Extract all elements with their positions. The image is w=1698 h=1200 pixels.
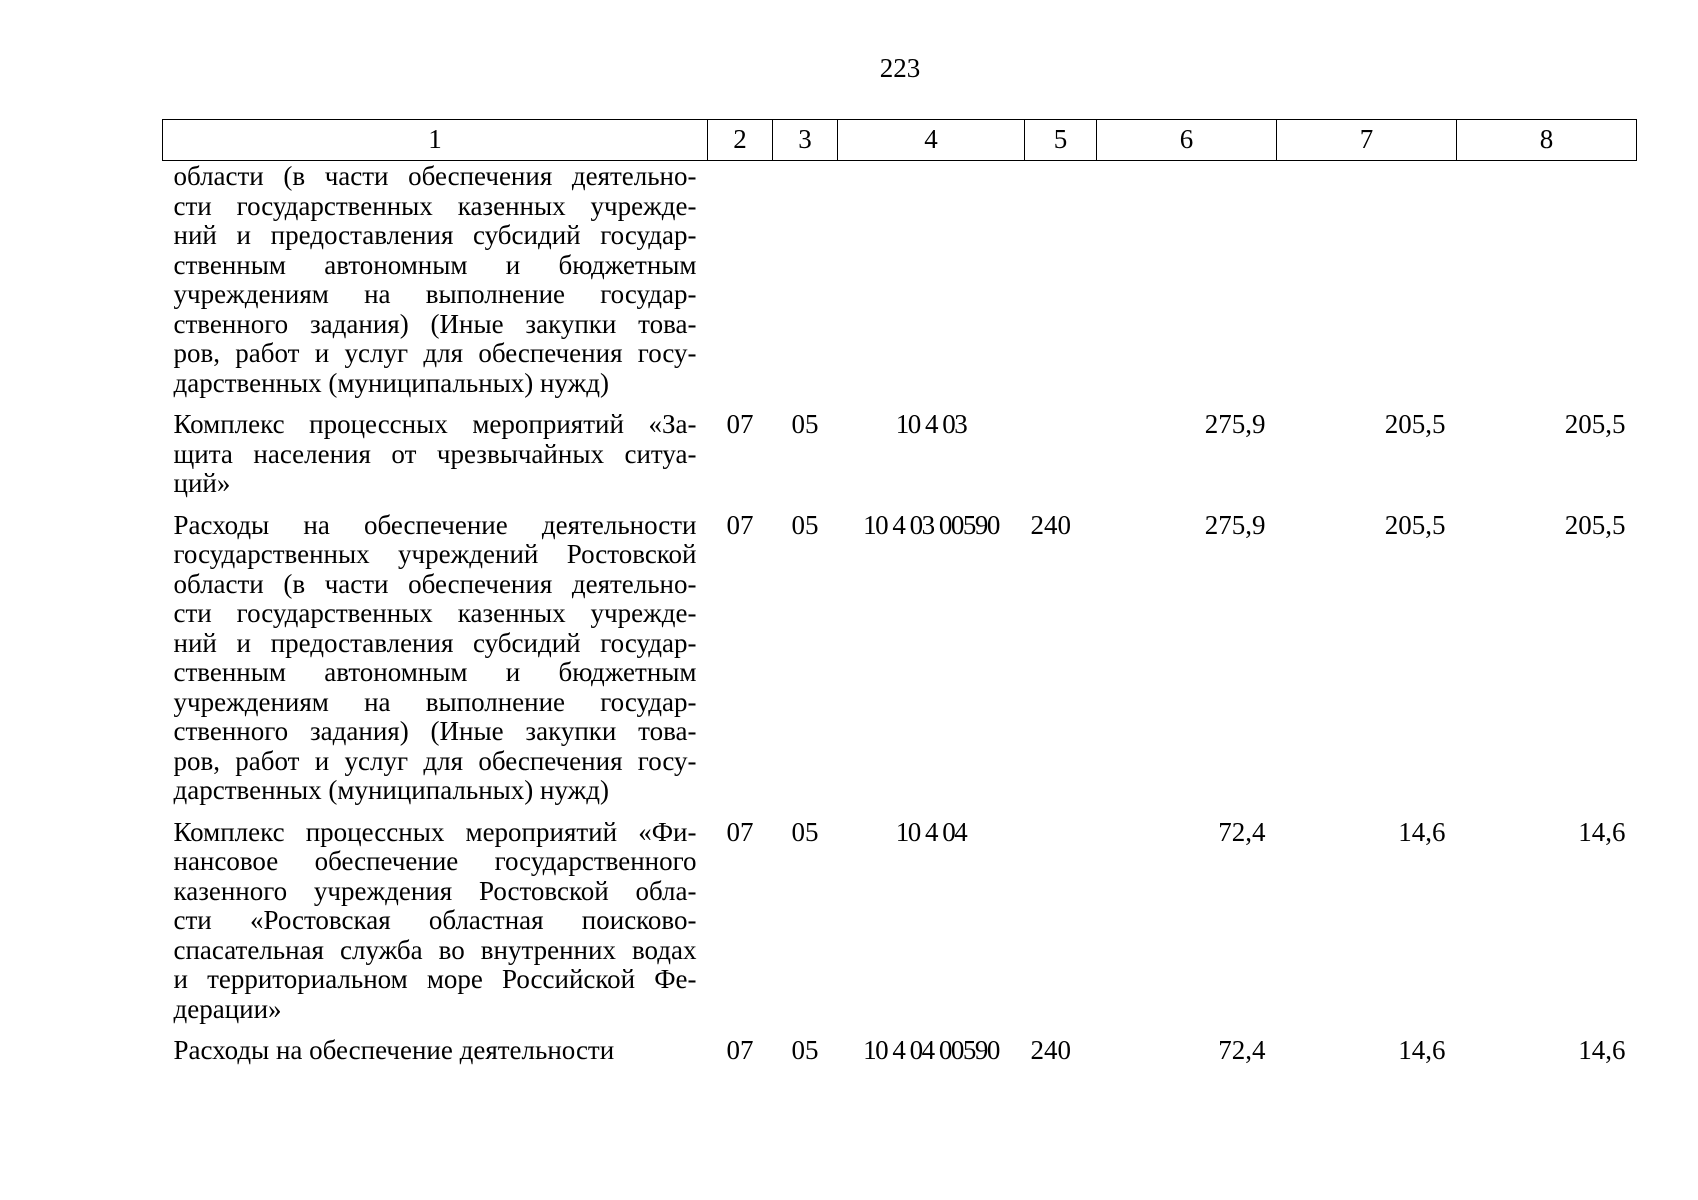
- subsection-code: 05: [791, 409, 819, 439]
- subsection-code: 05: [791, 1035, 819, 1065]
- amount-year-3: 205,5: [1564, 509, 1626, 540]
- table-row: [163, 398, 1637, 499]
- row-name-line: дарственных (муниципальных) нужд): [173, 775, 610, 805]
- row-name-line: Комплекс процессных мероприятий «За-: [173, 409, 697, 439]
- row-name-line: сти «Ростовская областная поисково-: [173, 905, 697, 935]
- amount-year-3: 14,6: [1578, 816, 1626, 847]
- expense-type-code: 240: [1030, 1035, 1071, 1065]
- row-name-line: нансовое обеспечение государственного: [173, 846, 697, 876]
- target-article-code: 10 4 03: [895, 409, 967, 439]
- row-name-line: государственных учреждений Ростовской: [173, 539, 697, 569]
- amount-year-1: 72,4: [1218, 1035, 1266, 1065]
- header-col-2: 2: [708, 120, 773, 161]
- row-name-line: Комплекс процессных мероприятий «Фи-: [173, 816, 697, 847]
- row-name-line: сти государственных казенных учрежде-: [173, 598, 697, 628]
- row-name-cell: [163, 161, 708, 399]
- amount-year-2: 205,5: [1384, 509, 1446, 540]
- row-name-cell: [163, 806, 708, 1025]
- header-col-3: 3: [773, 120, 838, 161]
- subsection-code: 05: [791, 509, 819, 540]
- amount-year-2: [1277, 161, 1457, 399]
- row-name-line: ственным автономным и бюджетным: [173, 657, 697, 687]
- row-name-line: ров, работ и услуг для обеспечения госу-: [173, 745, 697, 776]
- amount-year-3: 205,5: [1564, 409, 1626, 439]
- row-name-line: ственным автономным и бюджетным: [173, 249, 697, 280]
- amount-year-3: [1457, 161, 1637, 399]
- section-code: 07: [726, 509, 754, 540]
- row-name-line: ров, работ и услуг для обеспечения госу-: [173, 338, 697, 368]
- header-col-1: 1: [163, 120, 708, 161]
- row-name-cell: [163, 398, 708, 499]
- row-name-line: Расходы на обеспечение деятельности: [173, 509, 697, 540]
- target-article-code: 10 4 03 00590: [863, 509, 999, 540]
- amount-year-1: 275,9: [1204, 409, 1266, 439]
- header-col-5: 5: [1025, 120, 1097, 161]
- table-row: [163, 806, 1637, 1025]
- page-number: 223: [879, 53, 921, 83]
- row-name-line: учреждениям на выполнение государ-: [173, 279, 697, 309]
- header-col-6: 6: [1097, 120, 1277, 161]
- row-name-line: казенного учреждения Ростовской обла-: [173, 875, 697, 906]
- amount-year-1: 275,9: [1204, 509, 1266, 540]
- row-name-line: области (в части обеспечения деятельно-: [173, 568, 697, 599]
- header-col-7: 7: [1277, 120, 1457, 161]
- amount-year-2: 205,5: [1384, 409, 1446, 439]
- header-col-4: 4: [838, 120, 1025, 161]
- row-name-line: ций»: [173, 468, 231, 498]
- expense-type-code: 240: [1030, 509, 1071, 540]
- row-name-line: учреждениям на выполнение государ-: [173, 686, 697, 717]
- table-row: [163, 161, 1637, 399]
- budget-table: [162, 119, 1637, 1066]
- amount-year-2: 14,6: [1398, 816, 1446, 847]
- row-name-line: и территориальном море Российской Фе-: [173, 964, 697, 994]
- section-code: 07: [726, 816, 754, 847]
- expense-type-code: [1025, 161, 1097, 399]
- header-col-8: 8: [1457, 120, 1637, 161]
- row-name-line: сти государственных казенных учрежде-: [173, 190, 697, 221]
- row-name-line: дарственных (муниципальных) нужд): [173, 367, 610, 398]
- amount-year-2: 14,6: [1398, 1035, 1446, 1065]
- section-code: 07: [726, 1035, 754, 1065]
- row-name-line: спасательная служба во внутренних водах: [173, 934, 697, 965]
- subsection-code: 05: [791, 816, 819, 847]
- row-name-line: Расходы на обеспечение деятельности: [173, 1035, 615, 1065]
- row-name-line: ний и предоставления субсидий государ-: [173, 220, 697, 250]
- table-row: [163, 1024, 1637, 1066]
- subsection-code: [773, 161, 838, 399]
- row-name-line: дерации»: [173, 993, 282, 1024]
- row-name-cell: [163, 1024, 708, 1066]
- table-body: [163, 161, 1637, 1066]
- header-row: [163, 120, 1637, 161]
- row-name-line: ственного задания) (Иные закупки това-: [173, 716, 697, 746]
- row-name-line: ний и предоставления субсидий государ-: [173, 627, 697, 658]
- expense-type-code: [1025, 398, 1097, 499]
- amount-year-1: [1097, 161, 1277, 399]
- table-header: [163, 120, 1637, 161]
- row-name-line: щита населения от чрезвычайных ситуа-: [173, 438, 697, 469]
- table-row: [163, 499, 1637, 806]
- target-article-code: 10 4 04 00590: [863, 1035, 999, 1065]
- target-article-code: [838, 161, 1025, 399]
- section-code: 07: [726, 409, 754, 439]
- row-name-line: области (в части обеспечения деятельно-: [173, 161, 697, 191]
- amount-year-3: 14,6: [1578, 1035, 1626, 1065]
- section-code: [708, 161, 773, 399]
- expense-type-code: [1025, 806, 1097, 1025]
- target-article-code: 10 4 04: [895, 816, 967, 847]
- amount-year-1: 72,4: [1218, 816, 1266, 847]
- row-name-line: ственного задания) (Иные закупки това-: [173, 308, 697, 339]
- row-name-cell: [163, 499, 708, 806]
